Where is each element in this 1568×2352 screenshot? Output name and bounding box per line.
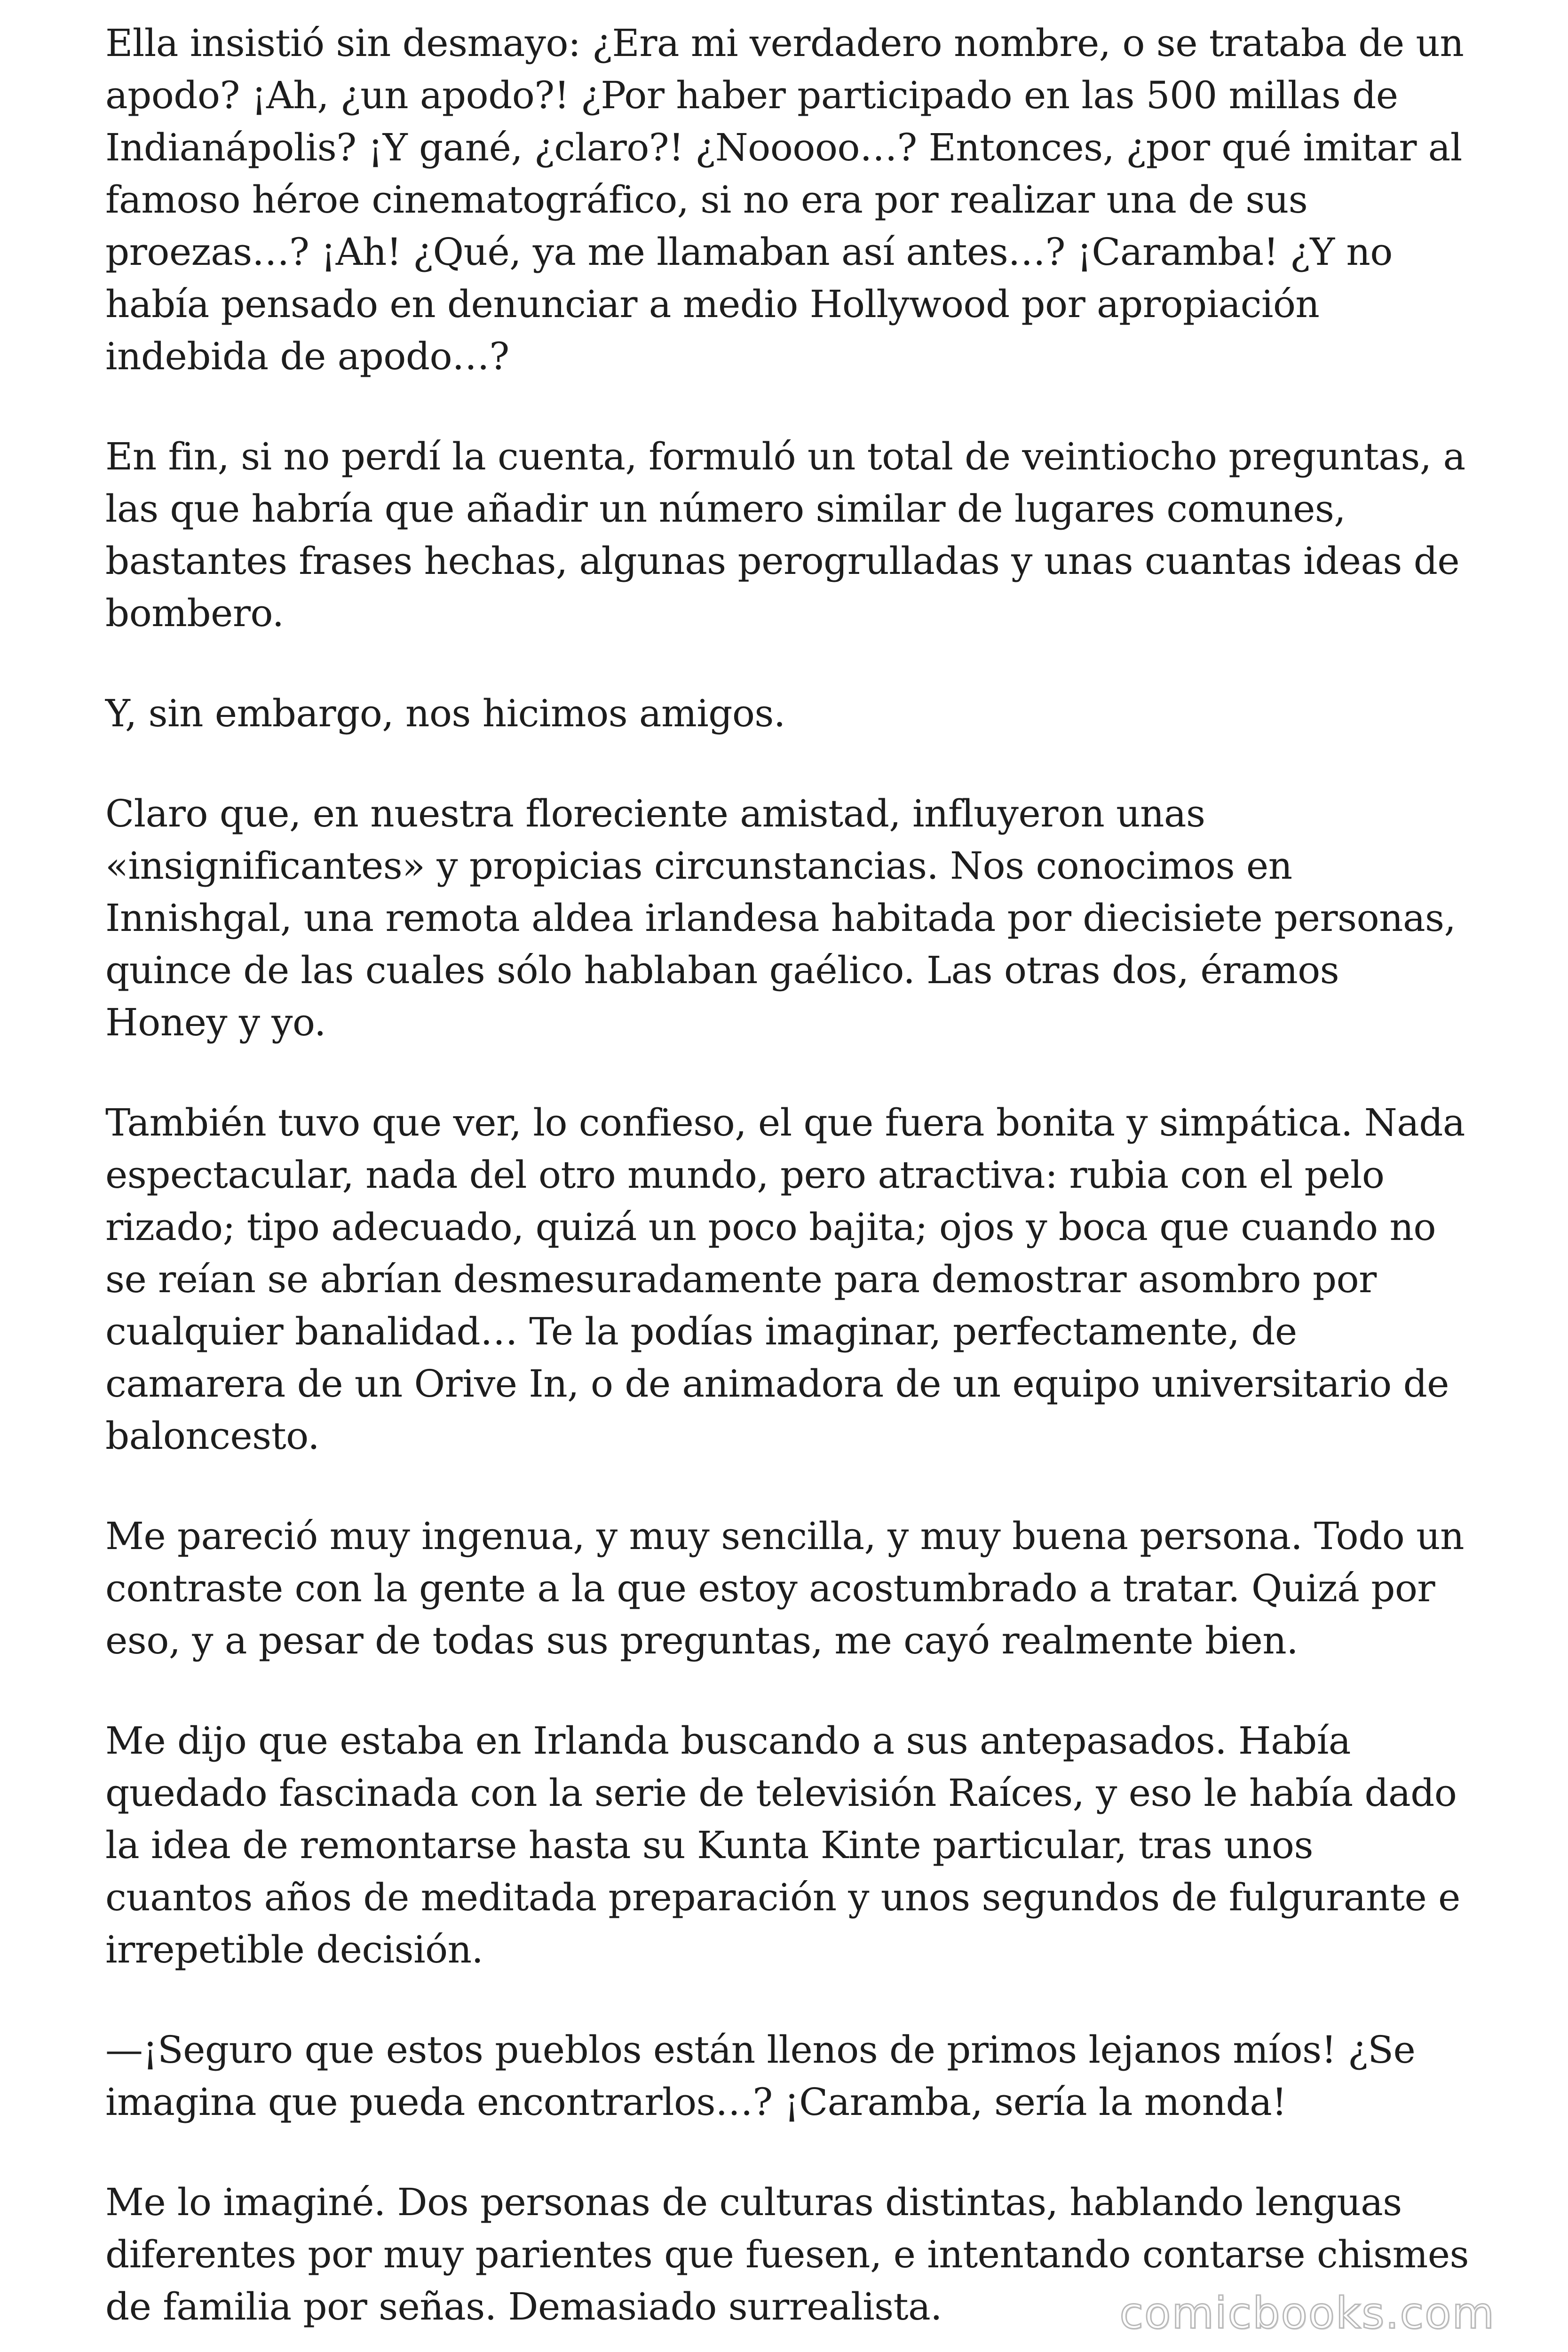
paragraph: Me dijo que estaba en Irlanda buscando a sus antepasados. Había quedado fascinada con la serie de televisión Raíces, y eso le había dado la idea de remontarse hasta su Kunta Kinte particular, tras unos cuantos años de meditada preparación y unos segundos de fulgurante e irrepetible decisión. <box>105 1719 1460 1971</box>
paragraph: Me lo imaginé. Dos personas de culturas distintas, hablando lenguas diferentes por muy parientes que fuesen, e intentando contarse chismes de familia por señas. Demasiado surrealista. <box>105 2180 1469 2328</box>
watermark: comicbooks.com <box>1119 2288 1495 2338</box>
dialogue-paragraph: —¡Seguro que estos pueblos están llenos de primos lejanos míos! ¿Se imagina que pueda encontrarlos…? ¡Caramba, sería la monda! <box>105 2028 1416 2124</box>
paragraph: Ella insistió sin desmayo: ¿Era mi verdadero nombre, o se trataba de un apodo? ¡Ah, ¿un apodo?! ¿Por haber participado en las 500 millas de Indianápolis? ¡Y gané, ¿claro?! ¿Nooooo…? Entonces, ¿por qué imitar al famoso héroe cinematográfico, si no era por realizar una de sus proezas…? ¡Ah! ¿Qué, ya me llamaban así antes…? ¡Caramba! ¿Y no había pensado en denunciar a medio Hollywood por apropiación indebida de apodo…? <box>105 21 1464 378</box>
page-text <box>105 17 1469 2333</box>
paragraph: También tuvo que ver, lo confieso, el que fuera bonita y simpática. Nada espectacular, nada del otro mundo, pero atractiva: rubia con el pelo rizado; tipo adecuado, quizá un poco bajita; ojos y boca que cuando no se reían se abrían desmesuradamente para demostrar asombro por cualquier banalidad… Te la podías imaginar, perfectamente, de camarera de un Orive In, o de animadora de un equipo universitario de baloncesto. <box>105 1101 1465 1458</box>
paragraph: En fin, si no perdí la cuenta, formuló un total de veintiocho preguntas, a las que habría que añadir un número similar de lugares comunes, bastantes frases hechas, algunas perogrulladas y unas cuantas ideas de bombero. <box>105 435 1465 635</box>
paragraph: Me pareció muy ingenua, y muy sencilla, y muy buena persona. Todo un contraste con la gente a la que estoy acostumbrado a tratar. Quizá por eso, y a pesar de todas sus preguntas, me cayó realmente bien. <box>105 1514 1464 1662</box>
paragraph: Y, sin embargo, nos hicimos amigos. <box>105 691 785 735</box>
paragraph: Claro que, en nuestra floreciente amistad, influyeron unas «insignificantes» y propicias circunstancias. Nos conocimos en Innishgal, una remota aldea irlandesa habitada por diecisiete personas, quince de las cuales sólo hablaban gaélico. Las otras dos, éramos Honey y yo. <box>105 792 1456 1044</box>
